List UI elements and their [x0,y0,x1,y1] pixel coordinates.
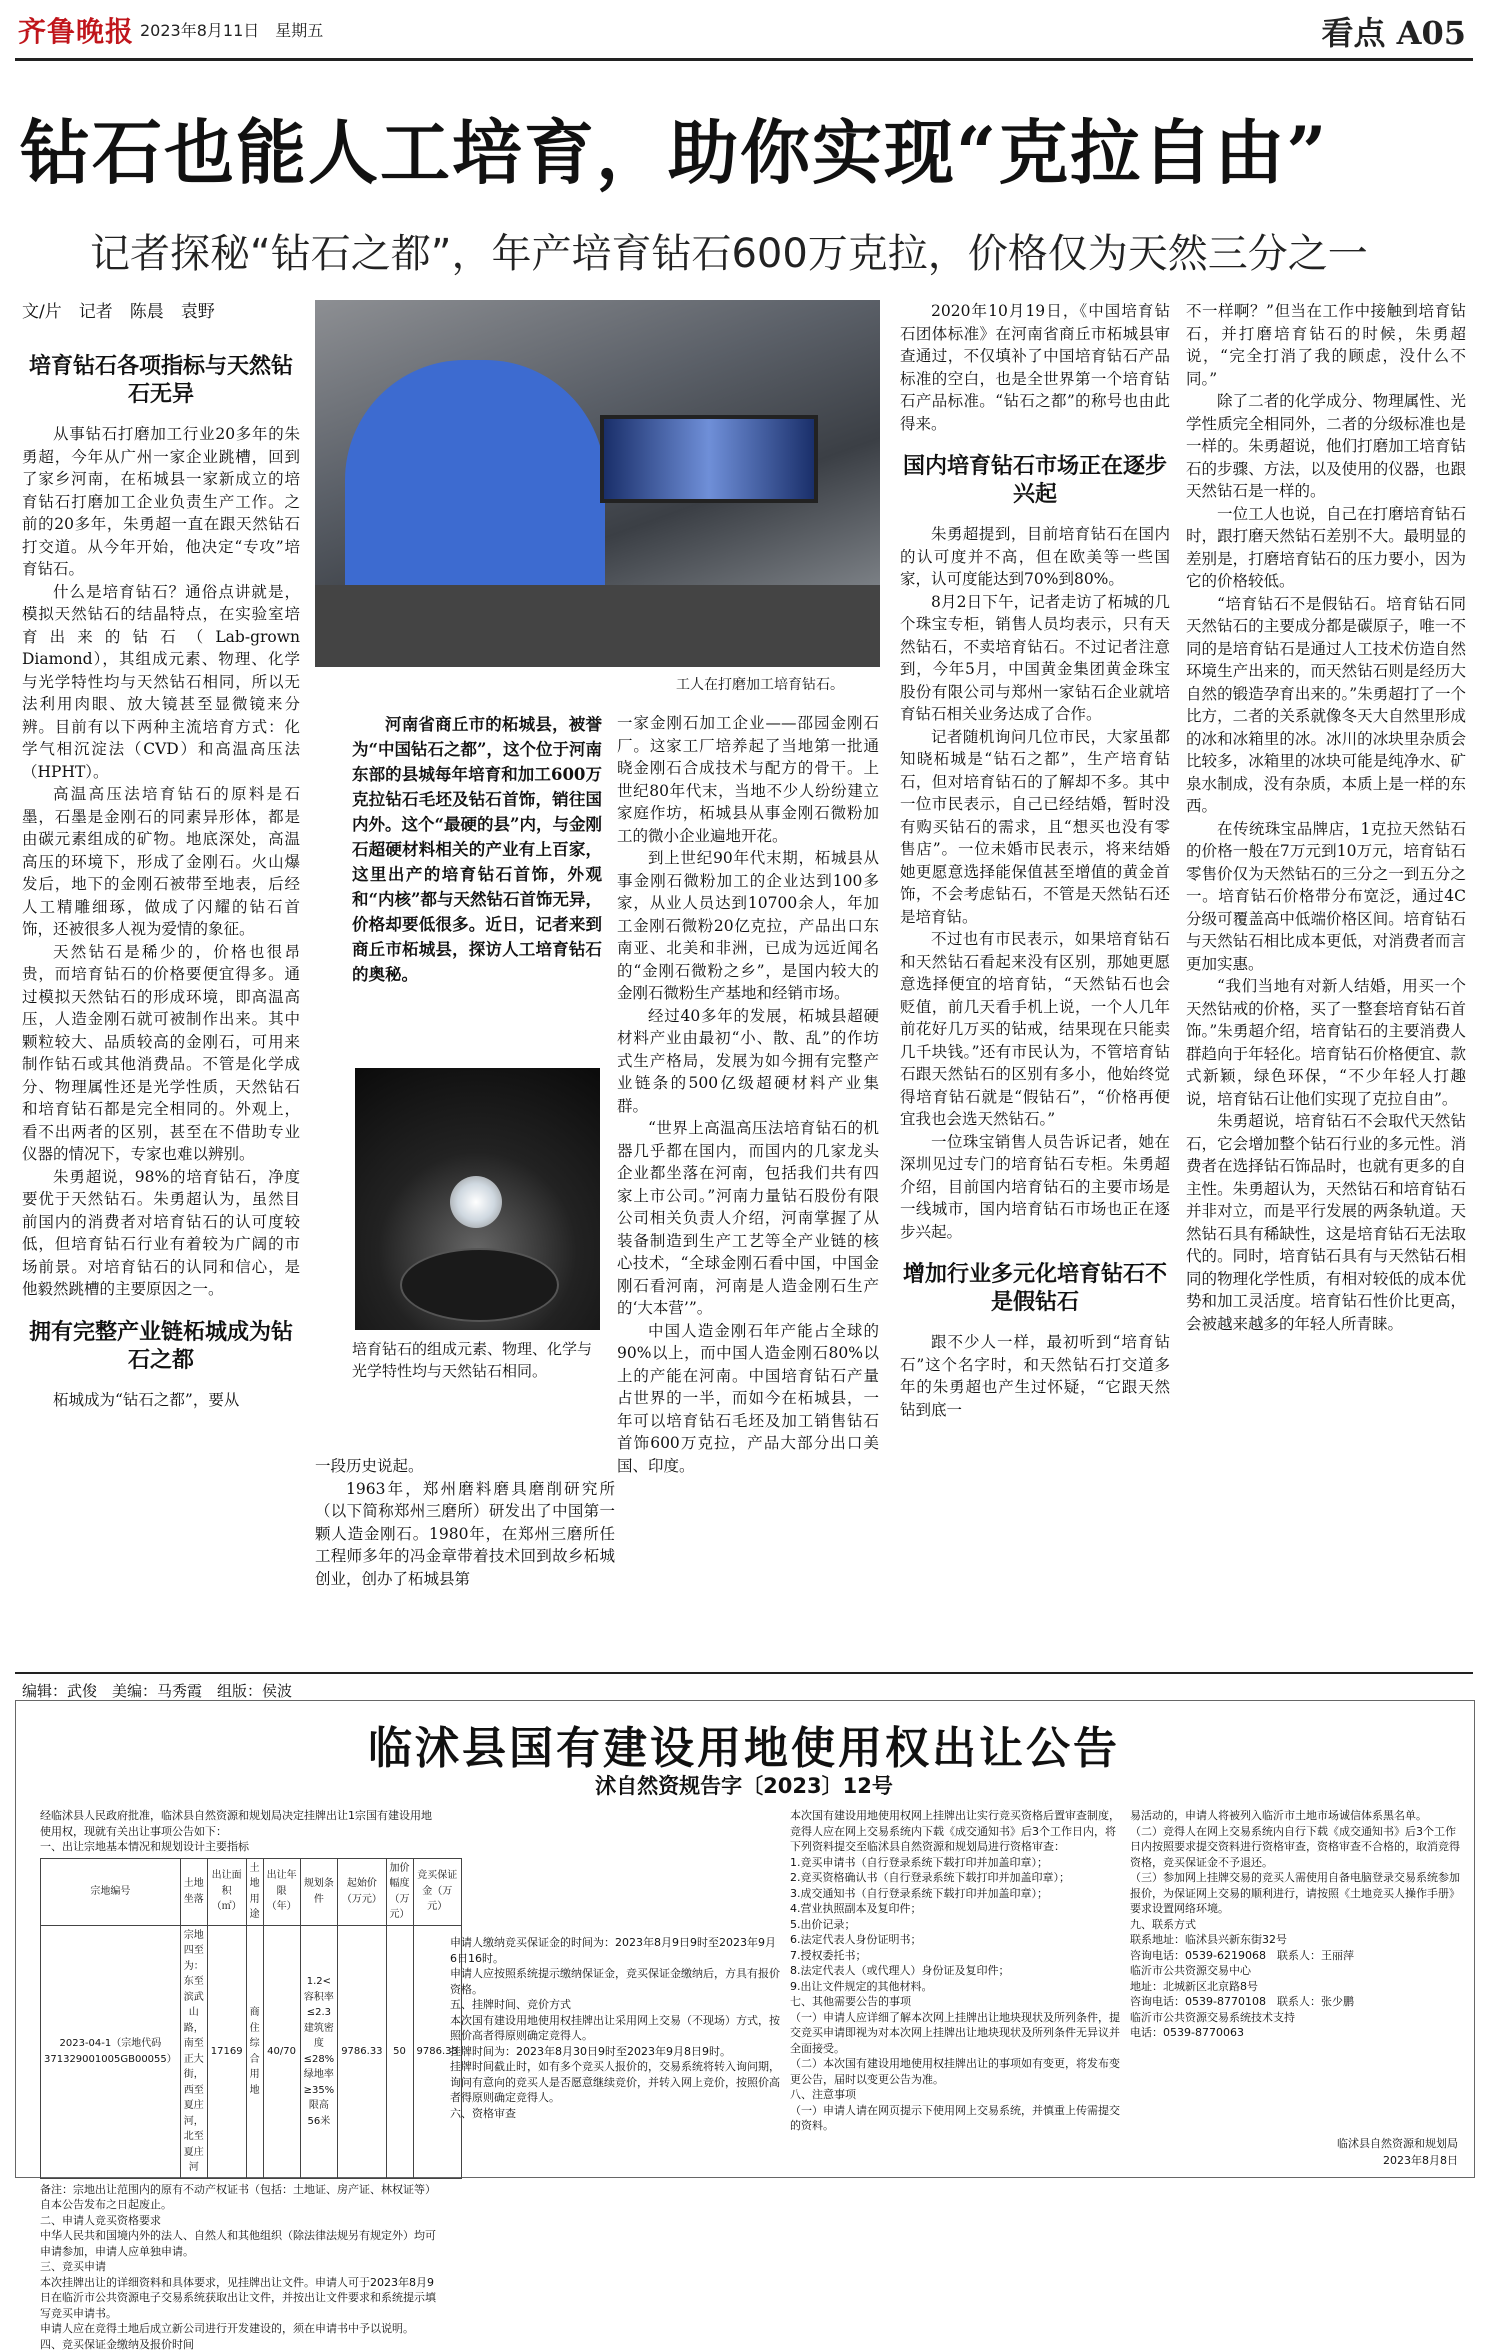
section-page-label: 看点 A05 [1321,8,1466,54]
paragraph: 不一样啊？”但当在工作中接触到培育钻石，并打磨培育钻石的时候，朱勇超说，“完全打消了我的顾虑，没什么不同。” [1186,300,1466,390]
notice-title: 临沭县国有建设用地使用权出让公告 [0,1712,1488,1776]
paragraph: 8月2日下午，记者走访了柘城的几个珠宝专柜，销售人员均表示，只有天然钻石，不卖培育钻石。不过记者注意到，今年5月，中国黄金集团黄金珠宝股份有限公司与郑州一家钻石企业就培育钻石相关业务达成了合作。 [900,591,1170,726]
notice-paragraph: 六、资格审查 [450,2106,780,2122]
notice-intro: 经临沭县人民政府批准，临沭县自然资源和规划局决定挂牌出让1宗国有建设用地使用权，现就有关出让事项公告如下： [40,1808,440,1839]
notice-paragraph: 五、挂牌时间、竞价方式 [450,1997,780,2013]
headline: 钻石也能人工培育，助你实现“克拉自由” [20,118,1468,188]
notice-column-4 [1130,1808,1460,2128]
paragraph: 什么是培育钻石？通俗点讲就是，模拟天然钻石的结晶特点，在实验室培育出来的钻石（Lab-grown Diamond），其组成元素、物理、化学与光学特性均与天然钻石相同，所以无法利用肉眼、放大镜甚至显微镜来分辨。目前有以下两种主流培育方式：化学气相沉淀法（CVD）和高温高压法（HPHT）。 [22,581,300,784]
paragraph: 朱勇超说，98%的培育钻石，净度要优于天然钻石。朱勇超认为，虽然目前国内的消费者对培育钻石的认可度较低，但培育钻石行业有着较为广阔的市场前景。对培育钻石的认同和信心，是他毅然跳槽的主要原因之一。 [22,1166,300,1301]
byline: 文/片 记者 陈晨 袁野 [22,297,215,322]
notice-paragraph: 本次国有建设用地使用权网上挂牌出让实行竞买资格后置审查制度，竞得人应在网上交易系统内下载《成交通知书》后3个工作日内，将下列资料提交至临沭县自然资源和规划局进行资格审查： [790,1808,1120,1855]
notice-paragraph: 临沂市公共资源交易中心 [1130,1963,1460,1979]
notice-paragraph: 二、申请人竞买资格要求 [40,2213,440,2229]
notice-paragraph: 3.成交通知书（自行登录系统下载打印并加盖印章）； [790,1886,1120,1902]
article-column-4 [900,300,1170,1670]
newspaper-logo: 齐鲁晚报 [18,10,134,50]
notice-paragraph: 八、注意事项 [790,2087,1120,2103]
paragraph: 朱勇超提到，目前培育钻石在国内的认可度并不高，但在欧美等一些国家，认可度能达到70%到80%。 [900,523,1170,591]
paragraph: 记者随机询问几位市民，大家虽都知晓柘城是“钻石之都”，生产培育钻石，但对培育钻石的了解却不多。其中一位市民表示，自己已经结婚，暂时没有购买钻石的需求，且“想买也没有零售店”。一位未婚市民表示，将来结婚她更愿意选择能保值甚至增值的黄金首饰，不会考虑钻石，不管是天然钻石还是培育钻。 [900,726,1170,929]
table-cell: 17169 [207,1925,246,2178]
paragraph: 除了二者的化学成分、物理属性、光学性质完全相同外，二者的分级标准也是一样的。朱勇超说，他们打磨加工培育钻石的步骤、方法，以及使用的仪器，也跟天然钻石是一样的。 [1186,390,1466,503]
notice-paragraph: 七、其他需要公告的事项 [790,1994,1120,2010]
notice-number: 沭自然资规告字〔2023〕12号 [0,1770,1488,1800]
photo-diamond-ring [355,1068,600,1330]
notice-paragraph: （一）申请人请在网页提示下使用网上交易系统，并慎重上传需提交的资料。 [790,2103,1120,2134]
article-column-2 [315,1455,615,1670]
issue-date: 2023年8月11日 星期五 [140,18,323,41]
notice-paragraph: 2.竞买资格确认书（自行登录系统下载打印并加盖印章）； [790,1870,1120,1886]
paragraph: 一段历史说起。 [315,1455,615,1478]
notice-paragraph: 挂牌时间截止时，如有多个竞买人报价的，交易系统将转入询问期，询问有意向的竞买人是否愿意继续竞价，并转入网上竞价，按照价高者得原则确定竞得人。 [450,2059,780,2106]
paragraph: “世界上高温高压法培育钻石的机器几乎都在国内，而国内的几家龙头企业都坐落在河南，包括我们共有四家上市公司。”河南力量钻石股份有限公司相关负责人介绍，河南掌握了从装备制造到生产工艺等全产业链的核心技术，“全球金刚石看中国，中国金刚石看河南，河南是人造金刚石生产的‘大本营’”。 [617,1117,879,1320]
notice-paragraph: 申请人应按照系统提示缴纳保证金，竞买保证金缴纳后，方具有报价资格。 [450,1966,780,1997]
notice-paragraph: （二）竞得人在网上交易系统内自行下载《成交通知书》后3个工作日内按照要求提交资料进行资格审查，资格审查不合格的，取消竞得资格，竞买保证金不予退还。 [1130,1824,1460,1871]
paragraph: 跟不少人一样，最初听到“培育钻石”这个名字时，和天然钻石打交道多年的朱勇超也产生过怀疑，“它跟天然钻到底一 [900,1331,1170,1421]
paragraph: 经过40多年的发展，柘城县超硬材料产业由最初“小、散、乱”的作坊式生产格局，发展为如今拥有完整产业链条的500亿级超硬材料产业集群。 [617,1005,879,1118]
notice-paragraph: 联系地址：临沭县兴新东街32号 [1130,1932,1460,1948]
photo-worker-polishing [315,300,880,667]
section-heading: 培育钻石各项指标与天然钻石无异 [22,353,300,409]
notice-paragraph: 本次国有建设用地使用权挂牌出让采用网上交易（不现场）方式，按照价高者得原则确定竞得人。 [450,2013,780,2044]
table-cell: 50 [386,1925,413,2178]
paragraph: 一位珠宝销售人员告诉记者，她在深圳见过专门的培育钻石专柜。朱勇超介绍，目前国内培育钻石的主要市场是一线城市，国内培育钻石市场也正在逐步兴起。 [900,1131,1170,1244]
top-rule [15,58,1473,61]
notice-paragraph: （一）申请人应详细了解本次网上挂牌出让地块现状及所列条件，提交竞买申请即视为对本次网上挂牌出让地块现状及所列条件无异议并全面接受。 [790,2010,1120,2057]
paragraph: 柘城成为“钻石之都”，要从 [22,1389,300,1412]
notice-column-3 [790,1808,1120,2168]
paragraph: 朱勇超说，培育钻石不会取代天然钻石，它会增加整个钻石行业的多元性。消费者在选择钻石饰品时，也就有更多的自主性。朱勇超认为，天然钻石和培育钻石并非对立，而是平行发展的两条轨道。天然钻石具有稀缺性，这是培育钻石无法取代的。同时，培育钻石具有与天然钻石相同的物理化学性质，有相对较低的成本优势和加工灵活度。培育钻石性价比更高，会被越来越多的年轻人所青睐。 [1186,1110,1466,1335]
notice-paragraph: 申请人应在竞得土地后成立新公司进行开发建设的，须在申请书中予以说明。 [40,2321,440,2337]
paragraph: 2020年10月19日，《中国培育钻石团体标准》在河南省商丘市柘城县审查通过，不仅填补了中国培育钻石产品标准的空白，也是全世界第一个培育钻石产品标准。“钻石之都”的称号也由此得来。 [900,300,1170,435]
notice-paragraph: 6.法定代表人身份证明书； [790,1932,1120,1948]
paragraph: 高温高压法培育钻石的原料是石墨，石墨是金刚石的同素异形体，都是由碳元素组成的矿物。地底深处，高温高压的环境下，形成了金刚石。火山爆发后，地下的金刚石被带至地表，后经人工精雕细琢，做成了闪耀的钻石首饰，还被很多人视为爱情的象征。 [22,783,300,941]
paragraph: 1963年，郑州磨料磨具磨削研究所（以下简称郑州三磨所）研发出了中国第一颗人造金刚石。1980年，在郑州三磨所任工程师多年的冯金章带着技术回到故乡柘城创业，创办了柘城县第 [315,1478,615,1591]
notice-paragraph: 1.竞买申请书（自行登录系统下载打印并加盖印章）； [790,1855,1120,1871]
table-header-cell: 竞买保证金（万元） [413,1858,461,1925]
notice-paragraph: 9.出让文件规定的其他材料。 [790,1979,1120,1995]
notice-paragraph: 九、联系方式 [1130,1917,1460,1933]
table-header-row [41,1858,462,1925]
notice-paragraph: 4.营业执照副本及复印件； [790,1901,1120,1917]
notice-section: 一、出让宗地基本情况和规划设计主要指标 [40,1839,440,1855]
table-cell: 40/70 [263,1925,300,2178]
land-parcel-table [40,1858,462,2179]
paragraph: 从事钻石打磨加工行业20多年的朱勇超，今年从广州一家企业跳槽，回到了家乡河南，在柘城县一家新成立的培育钻石打磨加工企业负责生产工作。之前的20多年，朱勇超一直在跟天然钻石打交道。从今年开始，他决定“专攻”培育钻石。 [22,423,300,581]
table-row [41,1925,462,2178]
notice-paragraph: 咨询电话：0539-6219068 联系人：王丽萍 [1130,1948,1460,1964]
notice-paragraph: 备注：宗地出让范围内的原有不动产权证书（包括：土地证、房产证、林权证等）自本公告发布之日起废止。 [40,2182,440,2213]
table-header-cell: 土地坐落 [180,1858,207,1925]
notice-paragraph: 本次挂牌出让的详细资料和具体要求，见挂牌出让文件。申请人可于2023年8月9日在临沂市公共资源电子交易系统获取出让文件，并按出让文件要求和系统提示填写竞买申请书。 [40,2275,440,2322]
table-header-cell: 土地用途 [246,1858,263,1925]
article-column-1 [22,325,300,1670]
paragraph: 在传统珠宝品牌店，1克拉天然钻石的价格一般在7万元到10万元，培育钻石零售价仅为天然钻石的三分之一到五分之一。培育钻石价格带分布宽泛，通过4C分级可覆盖高中低端价格区间。培育钻石与天然钻石相比成本更低，对消费者而言更加实惠。 [1186,818,1466,976]
notice-paragraph: 申请人缴纳竞买保证金的时间为：2023年8月9日9时至2023年9月6日16时。 [450,1935,780,1966]
notice-paragraph: 四、竞买保证金缴纳及报价时间 [40,2337,440,2352]
notice-column-2 [450,1935,780,2168]
notice-column-1 [40,1808,440,2168]
notice-paragraph: 8.法定代表人（或代理人）身份证及复印件； [790,1963,1120,1979]
lead-paragraph: 河南省商丘市的柘城县，被誉为“中国钻石之都”，这个位于河南东部的县城每年培育和加工600万克拉钻石毛坯及钻石首饰，销往国内外。这个“最硬的县”内，与金刚石超硬材料相关的产业有上百家，这里出产的培育钻石首饰，外观和“内核”都与天然钻石首饰无异，价格却要低很多。近日，记者来到商丘市柘城县，探访人工培育钻石的奥秘。 [352,712,602,987]
notice-paragraph: （三）参加网上挂牌交易的竞买人需使用自备电脑登录交易系统参加报价，为保证网上交易的顺利进行，请按照《土地竞买人操作手册》要求设置网络环境。 [1130,1870,1460,1917]
notice-paragraph: 易活动的，申请人将被列入临沂市土地市场诚信体系黑名单。 [1130,1808,1460,1824]
workbench [315,585,880,667]
photo-caption: 培育钻石的组成元素、物理、化学与光学特性均与天然钻石相同。 [352,1338,602,1382]
notice-paragraph: 中华人民共和国境内外的法人、自然人和其他组织（除法律法规另有规定外）均可申请参加，申请人应单独申请。 [40,2228,440,2259]
table-cell: 1.2<容积率≤2.3 建筑密度≤28% 绿地率≥35% 限高56米 [300,1925,338,2178]
section-heading: 国内培育钻石市场正在逐步兴起 [900,453,1170,509]
notice-paragraph: 临沂市公共资源交易系统技术支持 [1130,2010,1460,2026]
section-heading: 增加行业多元化培育钻石不是假钻石 [900,1261,1170,1317]
table-header-cell: 规划条件 [300,1858,338,1925]
editor-credits: 编辑：武俊 美编：马秀霞 组版：侯波 [22,1680,292,1701]
notice-paragraph: 7.授权委托书； [790,1948,1120,1964]
article-column-5 [1186,300,1466,1670]
table-header-cell: 出让面积（㎡） [207,1858,246,1925]
subheadline: 记者探秘“钻石之都”，年产培育钻石600万克拉，价格仅为天然三分之一 [90,222,1368,279]
paragraph: 一位工人也说，自己在打磨培育钻石时，跟打磨天然钻石差别不大。最明显的差别是，打磨培育钻石的压力要小，因为它的价格较低。 [1186,503,1466,593]
article-column-3 [617,712,879,1670]
table-cell: 9786.33 [413,1925,461,2178]
diamond-ring [450,1176,502,1228]
notice-paragraph: 三、竞买申请 [40,2259,440,2275]
paragraph: 天然钻石是稀少的，价格也很昂贵，而培育钻石的价格要便宜得多。通过模拟天然钻石的形成环境，即高温高压，人造金刚石就可被制作出来。其中颗粒较大、品质较高的金刚石，可用来制作钻石或其他消费品。不管是化学成分、物理属性还是光学性质，天然钻石和培育钻石都是完全相同的。外观上，看不出两者的区别，甚至在不借助专业仪器的情况下，专家也难以辨别。 [22,941,300,1166]
section-rule [15,1672,1473,1674]
photo-caption: 工人在打磨加工培育钻石。 [676,674,844,694]
notice-paragraph: 电话：0539-8770063 [1130,2025,1460,2041]
paragraph: “我们当地有对新人结婚，用买一个天然钻戒的价格，买了一整套培育钻石首饰。”朱勇超介绍，培育钻石的主要消费人群趋向于年轻化。培育钻石价格便宜、款式新颖，绿色环保，“不少年轻人打趣说，培育钻石让他们实现了克拉自由”。 [1186,975,1466,1110]
table-cell: 9786.33 [338,1925,386,2178]
table-header-cell: 起始价（万元） [338,1858,386,1925]
section-heading: 拥有完整产业链柘城成为钻石之都 [22,1319,300,1375]
table-cell: 商住综合用地 [246,1925,263,2178]
notice-paragraph: 地址：北城新区北京路8号 [1130,1979,1460,1995]
paragraph: 一家金刚石加工企业——邵园金刚石厂。这家工厂培养起了当地第一批通晓金刚石合成技术与配方的骨干。上世纪80年代末，当地不少人纷纷建立家庭作坊，柘城县从事金刚石微粉加工的微小企业遍地开花。 [617,712,879,847]
monitor-screen [600,415,818,503]
article-lead [352,712,602,1052]
table-cell: 2023-04-1（宗地代码371329001005GB00055） [41,1925,181,2178]
table-cell: 宗地四至为：东至滨武山路，南至正大街，西至夏庄河，北至夏庄河 [180,1925,207,2178]
table-header-cell: 宗地编号 [41,1858,181,1925]
notice-paragraph: 5.出价记录； [790,1917,1120,1933]
notice-paragraph: 咨询电话：0539-8770108 联系人：张少鹏 [1130,1994,1460,2010]
notice-paragraph: 挂牌时间为：2023年8月30日9时至2023年9月8日9时。 [450,2044,780,2060]
table-header-cell: 加价幅度（万元） [386,1858,413,1925]
notice-paragraph: （二）本次国有建设用地使用权挂牌出让的事项如有变更，将发布变更公告，届时以变更公告为准。 [790,2056,1120,2087]
ring-box [400,1248,559,1322]
notice-date: 2023年8月8日 [1383,2153,1458,2169]
paragraph: 到上世纪90年代末期，柘城县从事金刚石微粉加工的企业达到100多家，从业人员达到10700余人，年加工金刚石微粉20亿克拉，产品出口东南亚、北美和非洲，已成为远近闻名的“金刚石微粉之乡”，是国内较大的金刚石微粉生产基地和经销市场。 [617,847,879,1005]
paragraph: “培育钻石不是假钻石。培育钻石同天然钻石的主要成分都是碳原子，唯一不同的是培育钻石是通过人工技术仿造自然环境生产出来的，而天然钻石则是经历大自然的锻造孕育出来的。”朱勇超打了一个比方，二者的关系就像冬天大自然里形成的冰和冰箱里的冰。冰川的冰块里杂质会比较多，冰箱里的冰块可能是纯净水、矿泉水制成，没有杂质，本质上是一样的东西。 [1186,593,1466,818]
paragraph: 不过也有市民表示，如果培育钻石和天然钻石看起来没有区别，那她更愿意选择便宜的培育钻，“天然钻石也会贬值，前几天看手机上说，一个人几年前花好几万买的钻戒，结果现在只能卖几千块钱。”还有市民认为，不管培育钻石跟天然钻石的区别有多小，他始终觉得培育钻石就是“假钻石”，“价格再便宜我也会选天然钻石。” [900,928,1170,1131]
table-header-cell: 出让年限（年） [263,1858,300,1925]
paragraph: 中国人造金刚石年产能占全球的90%以上，而中国人造金刚石80%以上的产能在河南。中国培育钻石产量占世界的一半，而如今在柘城县，一年可以培育钻石毛坯及加工销售钻石首饰600万克拉，产品大部分出口美国、印度。 [617,1320,879,1478]
notice-signature: 临沭县自然资源和规划局 [1337,2136,1458,2152]
